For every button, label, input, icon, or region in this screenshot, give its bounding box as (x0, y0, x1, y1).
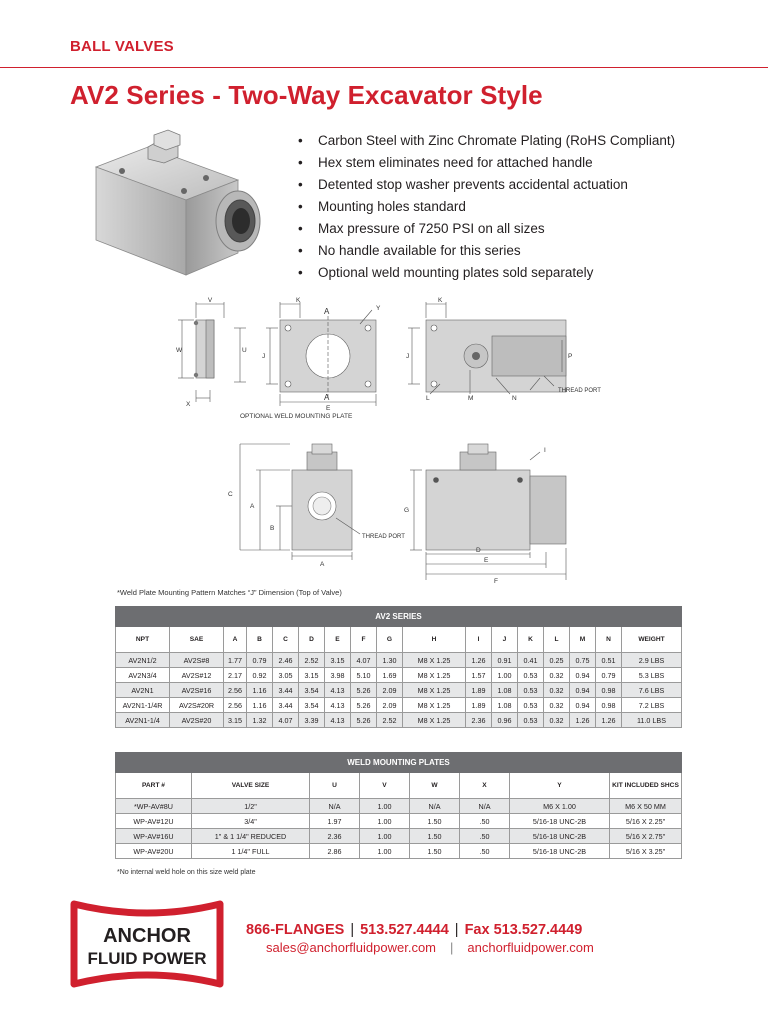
dim-label-m: M (468, 395, 474, 402)
table-cell: 2.46 (273, 653, 299, 668)
dim-label-l: L (426, 395, 430, 402)
table-cell: 4.07 (273, 713, 299, 728)
page-title: AV2 Series - Two-Way Excavator Style (70, 80, 543, 110)
table-cell: 5.3 LBS (622, 668, 682, 683)
table-cell: .50 (460, 814, 510, 829)
weld-column-header: V (360, 773, 410, 799)
table-cell: 1.00 (360, 844, 410, 859)
dimension-drawings (0, 290, 768, 600)
table-cell: M8 X 1.25 (403, 713, 466, 728)
table-row (116, 799, 682, 814)
weld-column-header: W (410, 773, 460, 799)
dim-label-v: V (207, 297, 213, 304)
table-cell: N/A (410, 799, 460, 814)
av2-table-title: AV2 SERIES (116, 607, 682, 627)
table-cell: 0.32 (544, 683, 570, 698)
dim-label-y: Y (376, 305, 381, 312)
table-row (116, 653, 682, 668)
thread-port-label-front: THREAD PORT (362, 534, 405, 540)
valve-product-image (88, 125, 268, 280)
table-cell: 0.79 (247, 653, 273, 668)
table-cell: 5/16-18 UNC-2B (510, 814, 610, 829)
table-cell: 0.41 (518, 653, 544, 668)
table-cell: 1.30 (377, 653, 403, 668)
table-cell: 0.32 (544, 713, 570, 728)
table-cell: 5/16 X 3.25" (610, 844, 682, 859)
table-cell: WP-AV#20U (116, 844, 192, 859)
table-cell: 1.26 (570, 713, 596, 728)
table-cell: M8 X 1.25 (403, 653, 466, 668)
table-cell: 0.98 (596, 683, 622, 698)
table-cell: 4.13 (325, 713, 351, 728)
table-cell: 0.92 (247, 668, 273, 683)
feature-item: • No handle available for this series (298, 243, 521, 258)
table-cell: 5/16-18 UNC-2B (510, 844, 610, 859)
feature-list (298, 130, 738, 284)
dim-label-i: I (544, 447, 546, 454)
feature-item: • Hex stem eliminates need for attached handle (298, 155, 593, 170)
fax-number: Fax 513.527.4449 (464, 922, 583, 938)
table-row (116, 668, 682, 683)
table-cell: 1.00 (492, 668, 518, 683)
table-cell: 1.97 (310, 814, 360, 829)
dim-label-d: D (476, 547, 481, 554)
thread-port-label: THREAD PORT (558, 388, 601, 394)
table-cell: M8 X 1.25 (403, 668, 466, 683)
av2-column-header: B (247, 627, 273, 653)
table-cell: 11.0 LBS (622, 713, 682, 728)
table-cell: 5.26 (351, 683, 377, 698)
dim-label-j2: J (406, 353, 410, 360)
table-cell: AV2S#20 (170, 713, 224, 728)
dim-label-a3: A (320, 561, 325, 568)
av2-column-header: D (299, 627, 325, 653)
table-cell: 1.00 (360, 829, 410, 844)
plate-caption: OPTIONAL WELD MOUNTING PLATE (240, 413, 353, 420)
dim-label-a2: A (250, 503, 255, 510)
table-row (116, 683, 682, 698)
table-cell: 0.98 (596, 698, 622, 713)
table-cell: 1.50 (410, 829, 460, 844)
table-cell: AV2S#12 (170, 668, 224, 683)
table-cell: 1.26 (596, 713, 622, 728)
svg-text:FLUID POWER: FLUID POWER (87, 949, 207, 968)
table-cell: 1.08 (492, 683, 518, 698)
table-cell: 2.9 LBS (622, 653, 682, 668)
table-cell: AV2S#20R (170, 698, 224, 713)
table-cell: 1.26 (466, 653, 492, 668)
dim-label-w: W (176, 347, 183, 354)
av2-column-header: N (596, 627, 622, 653)
table-cell: 7.2 LBS (622, 698, 682, 713)
table-cell: 2.09 (377, 683, 403, 698)
dim-label-j: J (262, 353, 266, 360)
email-link[interactable]: sales@anchorfluidpower.com (266, 940, 437, 955)
dim-label-c: C (228, 491, 233, 498)
table-cell: 5/16-18 UNC-2B (510, 829, 610, 844)
table-row (116, 844, 682, 859)
table-cell: 1.77 (224, 653, 247, 668)
av2-table-header-row (116, 627, 682, 653)
table-cell: 2.36 (310, 829, 360, 844)
weld-column-header: Y (510, 773, 610, 799)
av2-column-header: J (492, 627, 518, 653)
table-cell: 0.32 (544, 668, 570, 683)
table-cell: N/A (460, 799, 510, 814)
av2-column-header: F (351, 627, 377, 653)
table-cell: AV2S#16 (170, 683, 224, 698)
table-cell: 0.91 (492, 653, 518, 668)
section-label: BALL VALVES (70, 38, 174, 55)
weld-table-header-row (116, 773, 682, 799)
dim-label-x: X (186, 401, 191, 408)
table-cell: .50 (460, 844, 510, 859)
section-label-a-bottom: A (324, 393, 330, 402)
table-cell: 5/16 X 2.25" (610, 814, 682, 829)
table-cell: 0.53 (518, 683, 544, 698)
av2-column-header: C (273, 627, 299, 653)
dim-label-k2: K (438, 297, 443, 304)
table-cell: 1 1/4" FULL (192, 844, 310, 859)
av2-column-header: H (403, 627, 466, 653)
phone-number: 513.527.4444 (360, 922, 449, 938)
table-cell: 0.53 (518, 698, 544, 713)
table-cell: 0.96 (492, 713, 518, 728)
table-cell: 0.25 (544, 653, 570, 668)
weld-mounting-plates-table (115, 752, 682, 859)
table-cell: 2.09 (377, 698, 403, 713)
table-cell: 7.6 LBS (622, 683, 682, 698)
av2-column-header: I (466, 627, 492, 653)
dim-label-k: K (296, 297, 301, 304)
table-cell: 2.36 (466, 713, 492, 728)
dim-label-p: P (568, 353, 573, 360)
table-cell: 1" & 1 1/4" REDUCED (192, 829, 310, 844)
av2-column-header: A (224, 627, 247, 653)
table-cell: 2.56 (224, 683, 247, 698)
table-row (116, 814, 682, 829)
table-cell: 0.32 (544, 698, 570, 713)
table-row (116, 829, 682, 844)
table-cell: .50 (460, 829, 510, 844)
table-cell: 0.53 (518, 668, 544, 683)
table-cell: AV2S#8 (170, 653, 224, 668)
table-cell: 1.08 (492, 698, 518, 713)
footnote-j-dimension: *Weld Plate Mounting Pattern Matches “J” Dimension (Top of Valve) (117, 588, 342, 597)
website-link[interactable]: anchorfluidpower.com (467, 940, 594, 955)
table-cell: 3.15 (299, 668, 325, 683)
table-cell: 3.44 (273, 683, 299, 698)
table-cell: AV2N1/2 (116, 653, 170, 668)
table-cell: 3.39 (299, 713, 325, 728)
table-cell: M8 X 1.25 (403, 683, 466, 698)
dim-label-f: F (494, 578, 498, 585)
table-cell: AV2N1-1/4 (116, 713, 170, 728)
table-cell: 2.17 (224, 668, 247, 683)
table-cell: 5.10 (351, 668, 377, 683)
feature-item: • Mounting holes standard (298, 199, 466, 214)
table-cell: 3.54 (299, 698, 325, 713)
dim-label-e2: E (484, 557, 489, 564)
table-cell: 2.86 (310, 844, 360, 859)
dim-label-n: N (512, 395, 517, 402)
table-cell: 4.13 (325, 683, 351, 698)
anchor-fluid-power-logo (62, 896, 232, 996)
dim-label-g: G (404, 507, 410, 514)
table-cell: M6 X 50 MM (610, 799, 682, 814)
section-label-a-top: A (324, 307, 330, 316)
table-cell: 2.56 (224, 698, 247, 713)
table-cell: 3/4" (192, 814, 310, 829)
av2-column-header: NPT (116, 627, 170, 653)
table-cell: 3.98 (325, 668, 351, 683)
table-cell: 0.51 (596, 653, 622, 668)
weld-column-header: PART # (116, 773, 192, 799)
table-cell: 3.44 (273, 698, 299, 713)
table-cell: 1/2" (192, 799, 310, 814)
av2-column-header: L (544, 627, 570, 653)
table-cell: 1.16 (247, 683, 273, 698)
phone-name: 866-FLANGES (246, 922, 345, 938)
weld-column-header: KIT INCLUDED SHCS (610, 773, 682, 799)
table-cell: AV2N3/4 (116, 668, 170, 683)
table-cell: M8 X 1.25 (403, 698, 466, 713)
footnote-weld-plate: *No internal weld hole on this size weld plate (117, 869, 256, 876)
table-cell: 2.52 (299, 653, 325, 668)
table-cell: 4.07 (351, 653, 377, 668)
table-row (116, 698, 682, 713)
table-cell: 1.32 (247, 713, 273, 728)
av2-column-header: SAE (170, 627, 224, 653)
weld-table-title: WELD MOUNTING PLATES (116, 753, 682, 773)
table-cell: 1.89 (466, 698, 492, 713)
av2-column-header: K (518, 627, 544, 653)
table-cell: 1.00 (360, 814, 410, 829)
table-cell: 0.75 (570, 653, 596, 668)
header-divider (0, 67, 768, 68)
av2-column-header: E (325, 627, 351, 653)
table-cell: 0.53 (518, 713, 544, 728)
table-cell: 0.94 (570, 698, 596, 713)
table-cell: 3.05 (273, 668, 299, 683)
table-cell: AV2N1 (116, 683, 170, 698)
table-cell: 5.26 (351, 698, 377, 713)
table-cell: 1.69 (377, 668, 403, 683)
dim-label-e: E (326, 405, 331, 412)
table-cell: 0.94 (570, 683, 596, 698)
table-cell: 1.00 (360, 799, 410, 814)
table-cell: WP-AV#16U (116, 829, 192, 844)
table-cell: 1.89 (466, 683, 492, 698)
av2-column-header: WEIGHT (622, 627, 682, 653)
table-cell: 3.15 (325, 653, 351, 668)
table-cell: 1.50 (410, 844, 460, 859)
contact-phone-line: 866-FLANGES | 513.527.4444 | Fax 513.527.4449 (246, 922, 583, 938)
dim-label-b: B (270, 525, 275, 532)
table-cell: 0.94 (570, 668, 596, 683)
table-cell: 1.50 (410, 814, 460, 829)
table-cell: 0.79 (596, 668, 622, 683)
feature-item: • Optional weld mounting plates sold separately (298, 265, 594, 280)
feature-item: • Max pressure of 7250 PSI on all sizes (298, 221, 545, 236)
weld-column-header: U (310, 773, 360, 799)
table-cell: 1.57 (466, 668, 492, 683)
table-cell: 3.15 (224, 713, 247, 728)
contact-web-line: sales@anchorfluidpower.com | anchorfluidpower.com (266, 940, 594, 955)
feature-item: • Carbon Steel with Zinc Chromate Plating (RoHS Compliant) (298, 133, 676, 148)
table-cell: AV2N1-1/4R (116, 698, 170, 713)
table-cell: 1.16 (247, 698, 273, 713)
table-cell: 4.13 (325, 698, 351, 713)
weld-column-header: X (460, 773, 510, 799)
table-cell: 3.54 (299, 683, 325, 698)
dim-label-u: U (242, 347, 247, 354)
table-row (116, 713, 682, 728)
table-cell: WP-AV#12U (116, 814, 192, 829)
svg-text:ANCHOR: ANCHOR (103, 925, 191, 947)
table-cell: N/A (310, 799, 360, 814)
table-cell: 5.26 (351, 713, 377, 728)
table-cell: M6 X 1.00 (510, 799, 610, 814)
av2-series-table (115, 606, 682, 728)
av2-column-header: M (570, 627, 596, 653)
weld-column-header: VALVE SIZE (192, 773, 310, 799)
table-cell: 2.52 (377, 713, 403, 728)
feature-item: • Detented stop washer prevents accidental actuation (298, 177, 628, 192)
table-cell: 5/16 X 2.75" (610, 829, 682, 844)
table-cell: *WP-AV#8U (116, 799, 192, 814)
av2-column-header: G (377, 627, 403, 653)
